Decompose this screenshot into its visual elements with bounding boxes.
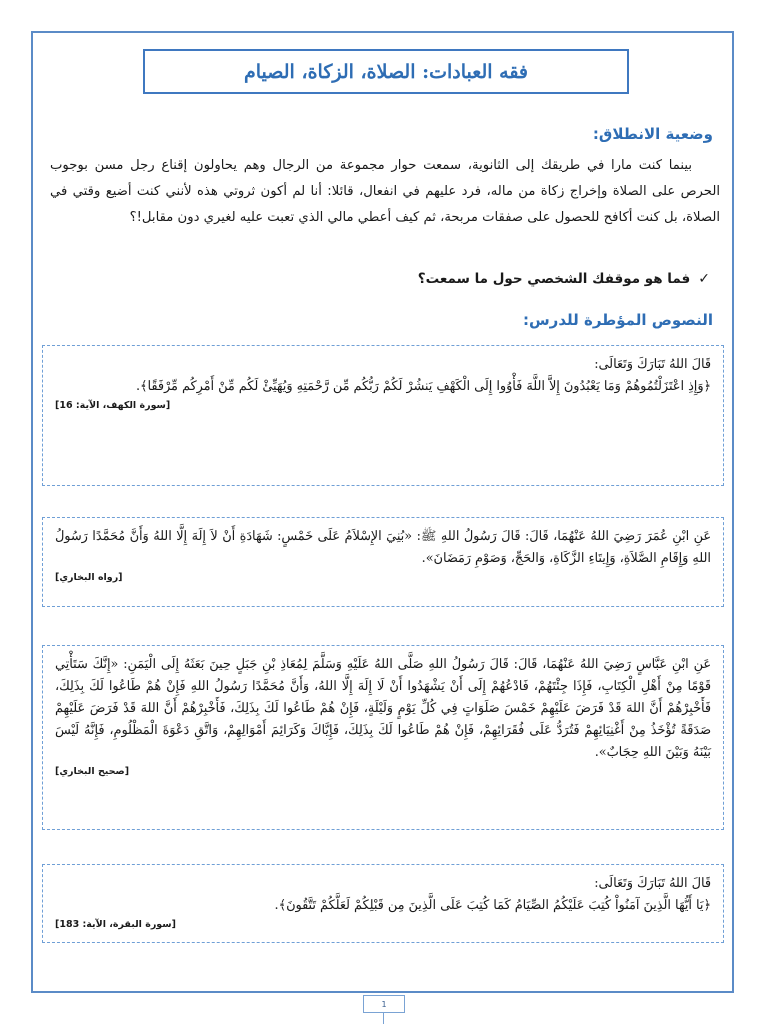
page-number-connector xyxy=(383,1013,384,1024)
text-box-baqara xyxy=(42,864,724,943)
starting-situation-heading: وضعية الانطلاق: xyxy=(592,125,713,143)
text-source: [سورة البقرة، الآية: 183] xyxy=(55,919,176,930)
question-text: فما هو موقفك الشخصي حول ما سمعت؟ xyxy=(417,271,691,287)
question-line xyxy=(418,271,710,287)
starting-situation-text xyxy=(50,153,720,231)
page-title: فقه العبادات: الصلاة، الزكاة، الصيام xyxy=(244,60,529,83)
text-box-hadith-islam xyxy=(42,517,724,607)
situation-paragraph: بينما كنت مارا في طريقك إلى الثانوية، سمعت حوار مجموعة من الرجال وهم يحاولون إقناع رجل مسن بوجوب الحرص على الصلاة وإخراج زكاة من ماله، فرد عليهم في انفعال، قائلا: أنا لم أكون ثروتي هذه لأنني كنت أضيع وقتي في الصلاة، بل كنت أكافح للحصول على صفقات مربحة، ثم كيف أعطي مالي الذي تعبت عليه لغيري دون مقابل!؟ xyxy=(50,158,720,225)
text-source: [رواه البخاري] xyxy=(55,572,123,583)
text-intro: قَالَ اللهُ تَبَارَكَ وَتَعَالَى: xyxy=(594,357,711,372)
text-intro: قَالَ اللهُ تَبَارَكَ وَتَعَالَى: xyxy=(594,876,711,891)
page-number: 1 xyxy=(363,995,405,1013)
title-box xyxy=(143,49,629,94)
text-box-kahf xyxy=(42,345,724,486)
text-source: [سورة الكهف، الآية: 16] xyxy=(55,400,171,411)
text-body: عَنِ ابْنِ عُمَرَ رَضِيَ اللهُ عَنْهُمَا، قَالَ: قَالَ رَسُولُ اللهِ ﷺ: «بُنِيَ الإِسْلاَمُ عَلَى خَمْسٍ: شَهَادَةِ أَنْ لاَ إِلَهَ إِلَّا اللهُ وَأَنَّ مُحَمَّدًا رَسُولُ اللهِ وَإِقَامِ الصَّلاَةِ، وَإِيتَاءِ الزَّكَاةِ، وَالحَجِّ، وَصَوْمِ رَمَضَانَ». xyxy=(55,529,711,566)
texts-heading: النصوص المؤطرة للدرس: xyxy=(522,311,713,329)
text-body: عَنِ ابْنِ عَبَّاسٍ رَضِيَ اللهُ عَنْهُمَا، قَالَ: قَالَ رَسُولُ اللهِ صَلَّى اللهُ عَلَيْهِ وَسَلَّمَ لِمُعَاذِ بْنِ جَبَلٍ حِينَ بَعَثَهُ إِلَى الْيَمَنِ: «إِنَّكَ سَتَأْتِي قَوْمًا مِنْ أَهْلِ الْكِتَابِ، فَإِذَا جِئْتَهُمْ، فَادْعُهُمْ إِلَى أَنْ يَشْهَدُوا أَنْ لَا إِلَهَ إِلَّا اللهُ، وَأَنَّ مُحَمَّدًا رَسُولُ اللهِ فَإِنْ هُمْ طَاعُوا لَكَ بِذَلِكَ، فَأَخْبِرْهُمْ أَنَّ اللهَ قَدْ فَرَضَ عَلَيْهِمْ خَمْسَ صَلَوَاتٍ فِي كُلِّ يَوْمٍ وَلَيْلَةٍ، فَإِنْ هُمْ طَاعُوا لَكَ بِذَلِكَ، فَأَخْبِرْهُمْ أَنَّ اللهَ قَدْ فَرَضَ عَلَيْهِمْ صَدَقَةً تُؤْخَذُ مِنْ أَغْنِيَائِهِمْ فَتُرَدُّ عَلَى فُقَرَائِهِمْ، فَإِنْ هُمْ طَاعُوا لَكَ بِذَلِكَ، فَإِيَّاكَ وَكَرَائِمَ أَمْوَالِهِمْ، وَاتَّقِ دَعْوَةَ الْمَظْلُومِ، فَإِنَّهُ لَيْسَ بَيْنَهُ وَبَيْنَ اللهِ حِجَابٌ». xyxy=(55,657,711,760)
text-body: ﴿وَإِذِ اعْتَزَلْتُمُوهُمْ وَمَا يَعْبُدُونَ إِلاَّ اللَّهَ فَأْوُوا إِلَى الْكَهْفِ يَنشُرْ لَكُمْ رَبُّكُم مِّن رَّحْمَتِهِ وَيُهَيِّئْ لَكُم مِّنْ أَمْرِكُم مِّرْفَقًا﴾. xyxy=(135,379,711,394)
text-source: [صحيح البخاري] xyxy=(55,766,130,777)
check-icon: ✓ xyxy=(698,271,710,287)
text-body: ﴿يَا أَيُّهَا الَّذِينَ آمَنُواْ كُتِبَ عَلَيْكُمُ الصِّيَامُ كَمَا كُتِبَ عَلَى الَّذِينَ مِن قَبْلِكُمْ لَعَلَّكُمْ تَتَّقُونَ﴾. xyxy=(274,898,711,913)
text-box-hadith-muadh xyxy=(42,645,724,830)
